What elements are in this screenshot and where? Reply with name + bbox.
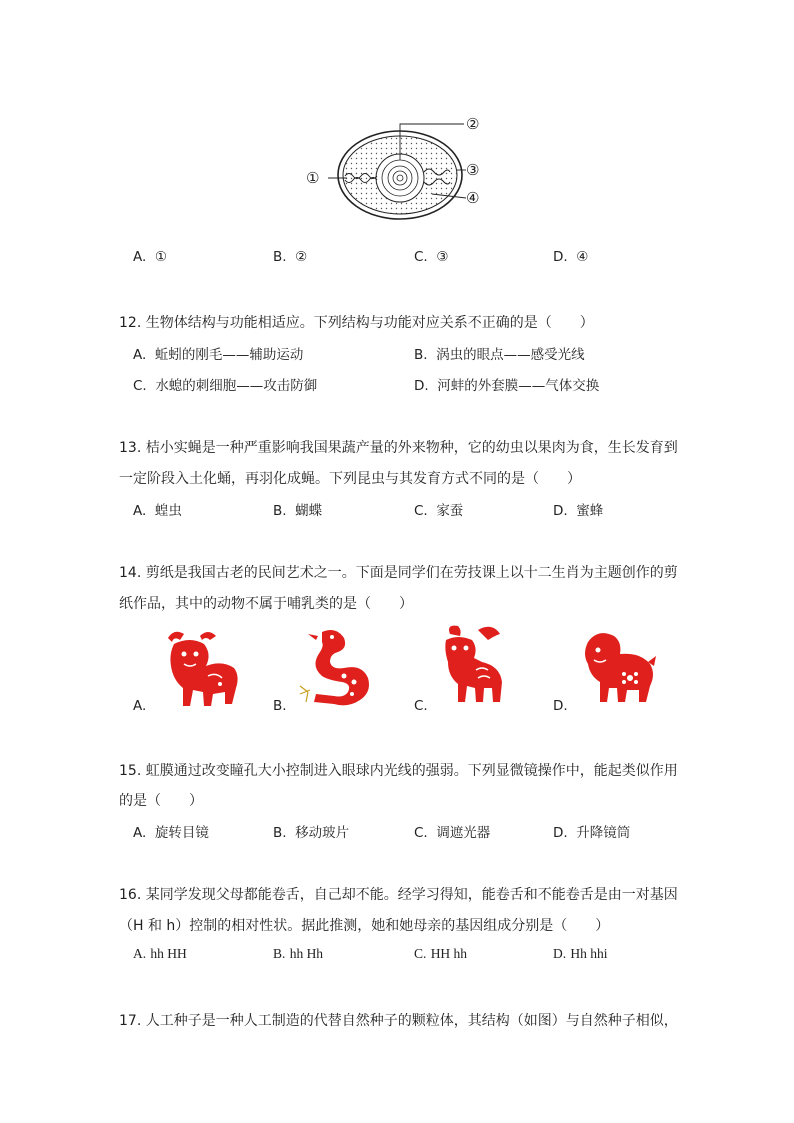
q13-option-d[interactable]: D. 蜜蜂 bbox=[553, 503, 604, 519]
paper-cut-dog-image[interactable] bbox=[578, 628, 658, 708]
q13-option-a[interactable]: A. 蝗虫 bbox=[133, 503, 182, 519]
q16-option-b[interactable]: B. hh Hh bbox=[273, 946, 324, 961]
paper-cut-goat-image[interactable] bbox=[436, 624, 508, 706]
paper-cut-ox-image[interactable] bbox=[160, 626, 242, 706]
q15-option-c[interactable]: C. 调遮光器 bbox=[414, 825, 491, 841]
egg-yolk bbox=[376, 154, 424, 202]
q15-option-b[interactable]: B. 移动玻片 bbox=[273, 825, 350, 841]
q11-option-d[interactable]: D. ④ bbox=[553, 249, 589, 265]
q13-stem-line1: 13. 桔小实蝇是一种严重影响我国果蔬产量的外来物种，它的幼虫以果肉为食，生长发育到 bbox=[119, 440, 678, 456]
q12-option-b[interactable]: B. 涡虫的眼点——感受光线 bbox=[414, 347, 585, 363]
q16-stem-line2: （H 和 h）控制的相对性状。据此推测，她和她母亲的基因组成分别是（ ） bbox=[119, 918, 610, 934]
q14-stem-line2: 纸作品，其中的动物不属于哺乳类的是（ ） bbox=[119, 596, 413, 612]
q14-option-b[interactable]: B. bbox=[273, 698, 287, 714]
q14-option-c[interactable]: C. bbox=[414, 698, 428, 714]
q16-option-c[interactable]: C. HH hh bbox=[414, 946, 468, 961]
q14-option-d[interactable]: D. bbox=[553, 698, 568, 714]
q11-option-c[interactable]: C. ③ bbox=[414, 249, 449, 265]
q15-stem-line1: 15. 虹膜通过改变瞳孔大小控制进入眼球内光线的强弱。下列显微镜操作中，能起类似作用 bbox=[119, 763, 678, 779]
q11-option-a[interactable]: A. ① bbox=[133, 249, 167, 265]
q13-option-c[interactable]: C. 家蚕 bbox=[414, 503, 464, 519]
q15-stem-line2: 的是（ ） bbox=[119, 793, 203, 809]
egg-structure-diagram bbox=[300, 112, 500, 224]
q12-stem: 12. 生物体结构与功能相适应。下列结构与功能对应关系不正确的是（ ） bbox=[119, 315, 594, 331]
q14-stem-line1: 14. 剪纸是我国古老的民间艺术之一。下面是同学们在劳技课上以十二生肖为主题创作的剪 bbox=[119, 565, 678, 581]
q11-option-b[interactable]: B. ② bbox=[273, 249, 308, 265]
label-1: ① bbox=[306, 169, 320, 187]
q14-option-a[interactable]: A. bbox=[133, 698, 147, 714]
label-2: ② bbox=[466, 115, 480, 133]
q15-option-a[interactable]: A. 旋转目镜 bbox=[133, 825, 209, 841]
q12-option-a[interactable]: A. 蚯蚓的刚毛——辅助运动 bbox=[133, 347, 304, 363]
q12-option-c[interactable]: C. 水螅的刺细胞——攻击防御 bbox=[133, 378, 318, 394]
q16-stem-line1: 16. 某同学发现父母都能卷舌，自己却不能。经学习得知，能卷舌和不能卷舌是由一对基因 bbox=[119, 887, 678, 903]
q17-stem-line1: 17. 人工种子是一种人工制造的代替自然种子的颗粒体，其结构（如图）与自然种子相似， bbox=[119, 1013, 678, 1029]
q16-option-d[interactable]: D. Hh hhi bbox=[553, 946, 608, 961]
q15-option-d[interactable]: D. 升降镜筒 bbox=[553, 825, 631, 841]
q13-stem-line2: 一定阶段入土化蛹，再羽化成蝇。下列昆虫与其发育方式不同的是（ ） bbox=[119, 471, 581, 487]
paper-cut-snake-image[interactable] bbox=[294, 624, 380, 708]
label-3: ③ bbox=[466, 161, 480, 179]
q13-option-b[interactable]: B. 蝴蝶 bbox=[273, 503, 323, 519]
q12-option-d[interactable]: D. 河蚌的外套膜——气体交换 bbox=[414, 378, 600, 394]
q16-option-a[interactable]: A. hh HH bbox=[133, 946, 187, 961]
label-4: ④ bbox=[466, 189, 480, 207]
